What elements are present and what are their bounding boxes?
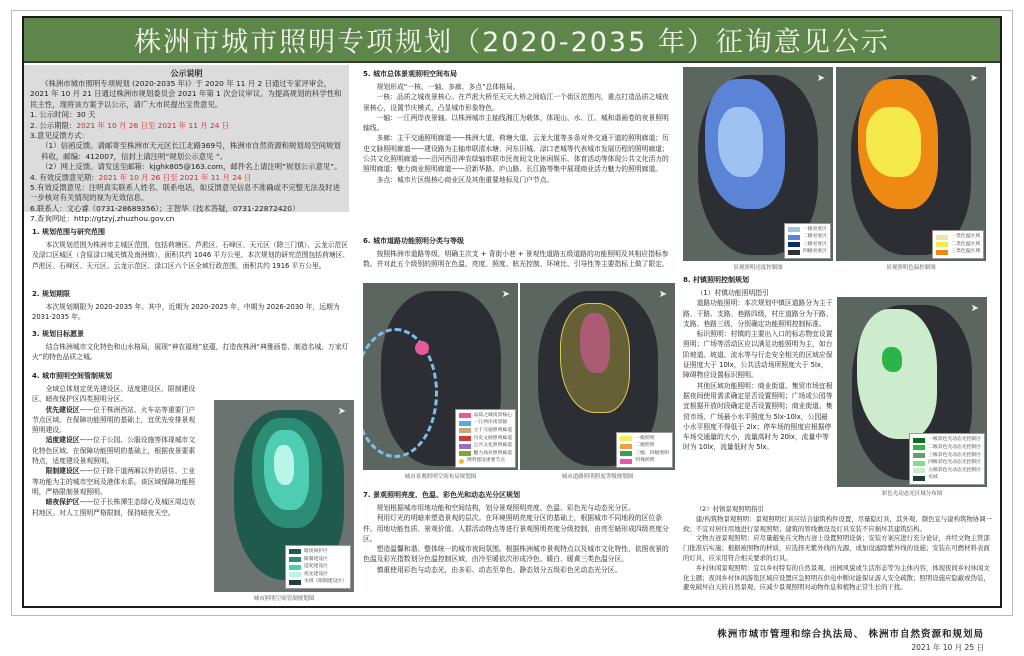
map-core-marker (415, 341, 429, 355)
section-5-para: 规划形成“一核、一轴、多廊、多点”总体格局。 (376, 83, 520, 91)
map-legend (616, 432, 673, 468)
legend-swatch (289, 565, 301, 570)
map-lighting-zoning (214, 400, 354, 592)
notice-item-5: 5.有效反馈意见：注明真实联系人姓名、联系电话，如反馈意见信息不准确或不完整无法及时进一步核对有关情况的视为无效信息。 (30, 183, 341, 203)
section-3-body: 结合株洲城市文化特色和山水格局，展现“神农福地”底蕴，打造夜株洲“典雅画卷、制造名城、万家灯火”的特色品质之城。 (32, 343, 349, 362)
section-3-title: 3. 规划目标愿景 (32, 330, 84, 338)
notice-item-3-2: （2）网上反馈。请发送至邮箱：kjghk805@163.com，邮件名上请注明”规划公示意见”。 (41, 162, 342, 172)
section-1-body: 本次规划范围为株洲市主城区范围，包括荷塘区、芦淞区、石峰区、天元区（除三门镇）、云龙示范区及渌口区城区（含原渌口城关镇及南洲镇），面积共约 1046 平方公里。本次规划的研究范围包括荷塘区、芦淞区、石峰区、天元区、云龙示范区、渌口区六个区全域行政范围，面积共约 1916 平方公里。 (32, 241, 350, 270)
zone-moderate-desc: ——位于公园、公服设施等体现城市文化特色区域。在保障功能照明的基础上，根据夜景要素特点，适度建设景观照明。 (32, 436, 196, 466)
section-5-para: 多廊：主干交通照明廊道——株洲大道、荷塘大道、云龙大道等多条对外交通干道的照明廊道；历史文脉照明廊道——建设路为主轴串联清水塘、河东旧城、渌口老城等代表城市发展历程的照明廊道；公共文化照明廊道——沿河西沿神农绿轴串联市民夜间文化休闲娱乐、体育活动等体现公共文化活力的照明廊道；魅力商业照明廊道——沿新华路、庐山路、长江路等集中展现商业活力魅力的照明廊道。 (363, 134, 669, 174)
notice-box (24, 65, 349, 224)
section-4-title: 4. 城市照明空间管制规划 (32, 372, 112, 380)
zone-moderate-name: 适度建设区 (45, 436, 80, 445)
section-5-para: 多点：城市片区级核心商业区及其他重要地标及门户节点。 (376, 175, 554, 184)
legend-label: 五级彩色光动态光控制区 (928, 467, 981, 473)
column-left (24, 65, 359, 608)
legend-swatch (620, 459, 632, 464)
section-7-para: 塑造温馨和谐、整体统一的城市夜间氛围。根据株洲城市景观特点以及城市文化特性，依照夜景的色温及彩光指数划分色温控制区域，由冷至暖依次形成冷色、暖白、暖黄三类色温分区。 (363, 545, 669, 564)
section-8-para: 道路功能照明：本次规划中镇区道路分为主干路、干路、支路、巷路四级，村庄道路分为干路、支路、巷路三级，分别确定功能照明控制标准。 (683, 299, 833, 328)
legend-label: 三级彩色光动态光控制区 (928, 452, 981, 458)
legend-label: 二级彩色光动态光控制区 (928, 445, 981, 451)
legend-label: 公共文化照明廊道 (473, 443, 512, 449)
legend-swatch (788, 235, 800, 240)
north-arrow-icon: ➤ (970, 303, 979, 314)
notice-item-3-1: （1）信函反馈。请邮寄至株洲市天元区长江北路369号，株洲市自然资源和规划局空间规划科收，邮编：412007，信封上请注明”规划公示意见 ”。 (41, 141, 341, 161)
legend-label: 三级亮度区 (803, 241, 827, 247)
legend-swatch (620, 436, 632, 441)
legend-swatch (788, 250, 800, 255)
map-landscape-layout (363, 283, 518, 470)
legend-swatch (459, 436, 471, 441)
legend-swatch (913, 461, 925, 466)
notice-intro: 《株洲市城市照明专项规划 (2020-2035 年)》于 2020 年 11 月 2 日通过专家评审会，2021 年 10 月 21 日通过株洲市规划委员会 2021 年第 1 次会议审议。为提高规划的科学性和民主性，现将该方案予以公示，请广大市民提出宝贵意见。 (30, 79, 342, 109)
legend-label: 一级亮度区 (803, 226, 827, 232)
legend-swatch (936, 250, 948, 255)
legend-label: 一级照明 (635, 435, 655, 441)
legend-swatch (459, 413, 471, 418)
legend-label: 一江两岸夜景轴 (473, 420, 508, 426)
issuing-authorities: 株洲市城市管理和综合执法局、 株洲市自然资源和规划局 (717, 629, 984, 640)
section-1 (32, 227, 352, 271)
legend-label: 二级亮度区 (803, 234, 827, 240)
section-8-sub2: （2）村镇景观照明指引 (695, 505, 764, 513)
map-legend (909, 433, 985, 485)
section-5-title: 5. 城市总体景观照明空间布局 (363, 70, 457, 78)
issue-date: 2021 年 10 月 25 日 (911, 643, 984, 652)
legend-swatch (913, 476, 925, 481)
title-banner (24, 18, 1000, 63)
zone-priority-name: 优先建设区 (45, 405, 80, 414)
map-brightness-control (683, 67, 833, 261)
zone-dark-sky (32, 497, 197, 518)
legend-swatch (289, 549, 301, 554)
legend-label: 魅力商业照明廊道 (473, 450, 512, 456)
legend-label: 品质之城夜景核心 (473, 412, 512, 418)
map-zone-priority (274, 445, 294, 485)
legend-swatch (913, 453, 925, 458)
section-6 (363, 236, 675, 270)
section-5-para: 一轴：一江两岸夜景轴。以株洲城市主轴线湘江为载体，体现山、水、江、城和谐画卷的夜景照明轴线。 (363, 113, 669, 133)
zone-restricted (32, 466, 197, 497)
notice-item-2-value: 2021 年 10 月 26 日至 2021 年 11 月 24 日 (76, 120, 230, 130)
legend-swatch (289, 572, 301, 577)
map-legend (784, 223, 831, 259)
zone-restricted-desc: ——位于除干道两厢以外的居住、工业等功能为主的城市空间及港体水系。该区域保障功能照明，严格限制景观照明。 (32, 467, 196, 496)
map-level-1 (718, 107, 763, 177)
section-8-landscape (683, 505, 993, 593)
legend-swatch (936, 242, 948, 247)
section-8-para: 其他区域功能照明：商业街道、集贸市场宜根据夜间使用需求确定是否设置照明；广场或公园等宜根据开放时段确定是否设置照明；商业街道、集贸市场、广场最小水平照度为 5lx-10lx，公园最小水平照度不得低于 2lx；停车场的照度应根据停车场交通量的大小，流量高时为 20lx，流量中等时为 10lx，流量低时为 5lx。 (683, 381, 833, 452)
map-class-2 (866, 107, 921, 177)
notice-item-6: 6.联系人：文心睿（0731-28689356）；王智华（技术答疑，0731-22872420） (30, 203, 300, 213)
map-legend (455, 409, 516, 468)
legend-label: 三级、四级照明 (635, 450, 669, 456)
legend-swatch (459, 428, 471, 433)
north-arrow-icon: ➤ (337, 406, 346, 417)
legend-swatch (459, 451, 471, 456)
map-caption: 城市照明空间管制规划图 (253, 596, 315, 602)
section-7-title: 7. 景观照明亮度、色温、彩色光和动态光分区规划 (363, 491, 520, 499)
north-arrow-icon: ➤ (969, 73, 978, 84)
legend-label: 特殊照明 (635, 458, 655, 464)
legend-label: 暗夜保护区 (303, 549, 328, 555)
legend-label: 二类色温区域 (951, 241, 980, 247)
legend-swatch (788, 227, 800, 232)
zone-priority (32, 405, 197, 436)
section-7-para: 规划根据城市用地功能和空间结构，划分景观照明亮度、色温、彩色光与动态光分区。 (376, 504, 635, 512)
notice-item-4 (30, 173, 343, 183)
legend-swatch (936, 235, 948, 240)
legend-label: 二级照明 (635, 443, 655, 449)
map-caption: 城市道路照明照度等级规划图 (561, 474, 634, 480)
map-legend (932, 230, 984, 259)
legend-swatch (289, 557, 301, 562)
section-8-sub1: （1）村镇功能照明指引 (696, 289, 769, 297)
zone-dark-sky-name: 暗夜保护区 (45, 498, 80, 507)
page-title: 株洲市城市照明专项规划（2020-2035 年）征询意见公示 (134, 27, 890, 58)
section-5-para: 一核：品质之城夜景核心。在芦淞大桥至天元大桥之间临江一个街区范围内，重点打造品质之城夜景核心，设置节庆模式，凸显城市形象特色。 (363, 93, 669, 112)
section-2-title: 2. 规划期限 (32, 290, 70, 298)
legend-swatch (620, 451, 632, 456)
section-3 (32, 329, 352, 363)
legend-label: 水域 (928, 475, 938, 481)
legend-swatch (459, 421, 471, 426)
section-8-title: 8. 村镇照明控制规划 (683, 276, 749, 284)
legend-label: 照明建设重要节点 (466, 458, 505, 464)
section-5 (363, 69, 675, 185)
zone-dark-sky-desc: ——位于长株潭生态绿心及城区周边农村地区。对人工照明严格限制，保持暗夜天空。 (32, 498, 196, 517)
legend-swatch (459, 444, 471, 449)
legend-label: 主干交通照明廊道 (473, 428, 512, 434)
notice-item-3: 3.意见反馈方式： (30, 131, 89, 141)
section-4-intro: 全域总体划定优先建设区、适度建设区、限制建设区、暗夜保护区四类照明分区。 (32, 385, 196, 404)
north-arrow-icon: ➤ (816, 73, 825, 84)
legend-label: 历史文脉照明廊道 (473, 435, 512, 441)
section-2 (32, 289, 352, 323)
notice-heading: 公示说明 (170, 69, 203, 78)
legend-label: 四级亮度区 (803, 249, 827, 255)
column-right (679, 65, 1000, 608)
section-4 (32, 371, 197, 518)
legend-swatch (913, 445, 925, 450)
map-level-2 (882, 347, 902, 372)
column-middle (359, 65, 679, 608)
legend-label: 四级彩色光动态光控制区 (928, 460, 981, 466)
section-8-para: 标识照明：村镇的主要出入口的标志物宜设置照明；广场等活动区应以满足功能照明为主，如台阶坡道、坡道、流水等与行走安全相关的区域应保证照度大于 10lx，公共活动场所照度大于 5lx，障碍物应设置标识照明。 (683, 330, 833, 380)
map-caption: 景观照明亮度控制图 (733, 265, 783, 271)
legend-swatch (620, 444, 632, 449)
legend-label: 一级彩色光动态光控制区 (928, 437, 981, 443)
legend-swatch (289, 580, 301, 585)
notice-item-4-value: 2021 年 10 月 26 日至 2021 年 11 月 24 日 (98, 172, 252, 182)
notice-item-2-label: 2. 公示期限： (30, 120, 77, 130)
section-6-body: 按照株洲市道路等级，明确主次支 + 背街小巷 + 景观性道路五级道路的功能照明及其相应指标参数。并对此五个级别的照明在色温、亮度、照度、眩光控制、环境比、引导性等主要指标上做了限定。 (363, 250, 669, 269)
north-arrow-icon: ➤ (658, 289, 667, 300)
section-1-title: 1. 规划范围与研究范围 (32, 228, 105, 236)
map-caption: 彩色光动态光区域分布图 (881, 491, 943, 497)
map-color-temperature (836, 67, 986, 261)
legend-label: 三类色温区域 (951, 249, 980, 255)
notice-item-7-url[interactable]: 7.查询网址：http://gtzyj.zhuzhou.gov.cn (30, 214, 175, 224)
section-7 (363, 490, 675, 575)
section-6-title: 6. 城市道路功能照明分类与等级 (363, 237, 464, 245)
zone-restricted-name: 限制建设区 (45, 467, 80, 476)
map-level-5 (857, 309, 937, 439)
section-8-para: 建/构筑物景观照明：景观照明灯具应结合建筑构件设置，尽量隐灯具，其外观、颜色宜与建构筑物协调一致；不宜对居住用地进行景观照明；建筑的管线敷设及灯具安装不应损坏其建筑结构。 (683, 514, 992, 533)
map-special-lighting (580, 313, 610, 373)
north-arrow-icon: ➤ (501, 289, 510, 300)
legend-swatch (788, 242, 800, 247)
legend-swatch (913, 438, 925, 443)
notice-item-2 (30, 121, 343, 131)
section-7-para: 慎重使用彩色与动态光，由多彩、动态至单色、静态划分五级彩色光动态光分区。 (376, 565, 622, 574)
legend-label: 适度建设区 (303, 564, 328, 570)
zone-priority-desc: ——位于株洲西站、火车站等重要门户节点区域。在保障功能照明的基础上，宜优先安排景观照明建设。 (32, 405, 196, 435)
legend-swatch (913, 468, 925, 473)
legend-label: 水域（限制建设区） (303, 579, 347, 585)
zone-moderate (32, 435, 197, 466)
map-caption: 景观照明色温控制图 (886, 265, 936, 271)
section-7-para: 利用灯光的明暗来塑造景观的层次。在环境照明亮度分区的基础上，根据城市不同地段的区位条件、用地功能性质、景观价值、人群活动特点等进行景观照明亮度分级控制，由亮至暗形成四级亮度分区。 (363, 514, 669, 543)
notice-item-1: 1. 公示时间：30 天 (30, 110, 96, 120)
section-8 (683, 275, 833, 453)
legend-swatch (459, 459, 464, 464)
legend-label: 限制建设区 (303, 556, 328, 562)
notice-board (22, 16, 1002, 608)
map-color-dynamic-light (837, 297, 987, 487)
legend-label: 一类色温区域 (951, 234, 980, 240)
legend-label: 优先建设区 (303, 571, 328, 577)
notice-item-4-label: 4. 有效反馈意见期： (30, 172, 99, 182)
section-8-para: 乡村休闲景观照明：宜以乡村特有的自然景观、田园风貌或生活形态等为主体内容，体现夜间乡村休闲文化主题；夜间乡村休闲游览区域应设置应急照明在供电中断时能保证游人安全疏散；照明设施应隐蔽或伪装，避免破坏白天的自然景观，应减少景观照明对动物作息和植物正常生长的干扰。 (683, 563, 990, 592)
section-2-body: 本次规划期限为 2020-2035 年。其中，近期为 2020-2025 年，中期为 2026-2030 年，远期为 2031-2035 年。 (32, 303, 340, 322)
map-caption: 城市景观照明空间布局规划图 (404, 474, 477, 480)
map-road-lighting-grade (520, 283, 675, 470)
section-8-para: 文物古迹景观照明：应尽量避免在文物古迹上设置照明设备；安装方案应进行充分论证，并经文物主管部门批准后实施；根据被照物的材质，应选择无紫外线的光源，或加设滤除紫外线的设施；安装在可燃材料表面的灯具，应采用符合相关要求的灯具。 (683, 534, 990, 562)
map-legend (285, 545, 351, 589)
